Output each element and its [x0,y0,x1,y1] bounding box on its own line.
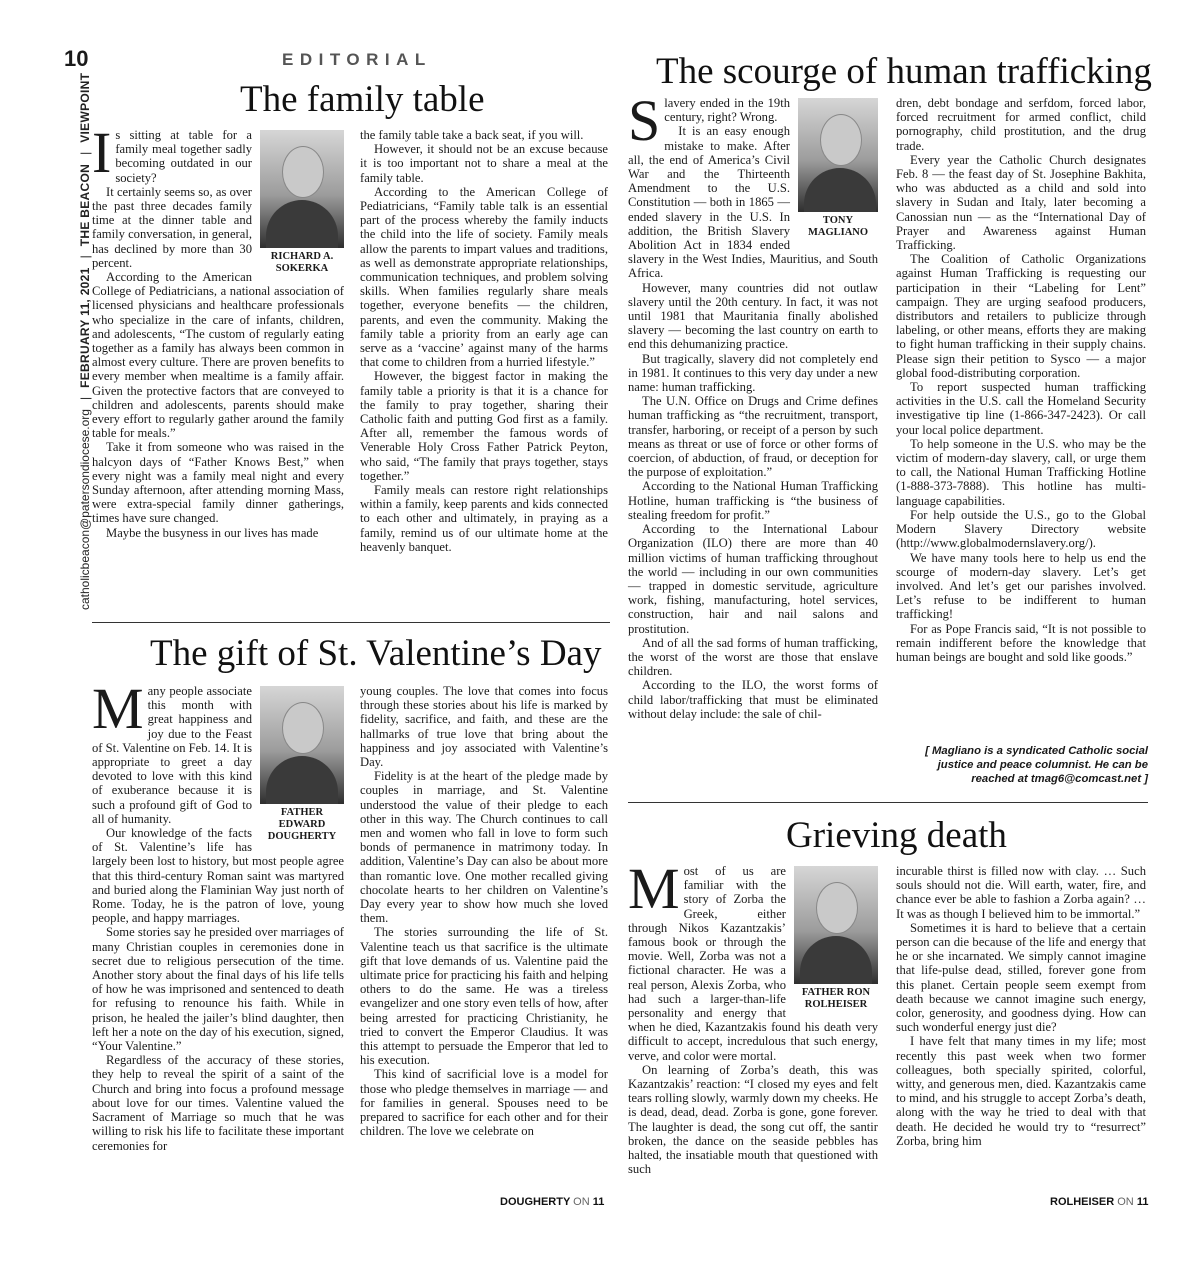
drop-cap: M [92,676,144,741]
paragraph: For as Pope Francis said, “It is not possible to remain indifferent before the knowledge that human beings are bought and sold like goods.” [896,621,1146,664]
section-divider [92,622,610,623]
paragraph: The Coalition of Catholic Organizations against Human Trafficking is requesting our participation in their “Labeling for Lent” campaign. They are urging seafood producers, distributors and retailers to publicize through labeling, or other means, efforts they are making to fight human trafficking in their supply chains. Please sign their petition to Sysco — a major global food-distributing corporation. [896,252,1146,380]
paragraph: However, it should not be an excuse because it is too important not to share a meal at the family table. [360,142,608,185]
author-caption: RICHARD A. SOKERKA [270,251,334,274]
author-portrait [794,866,878,984]
author-portrait [260,130,344,248]
paragraph: young couples. The love that comes into focus through these stories about his life is marked by fidelity, sacrifice, and faith, and these are the hallmarks of true love that bring about the happiness and joy associated with Valentine’s Day. [360,684,608,770]
paragraph: dren, debt bondage and serfdom, forced labor, forced recruitment for armed conflict, child pornography, child prostitution, and the drug trade. [896,96,1146,153]
author-tagline: [ Magliano is a syndicated Catholic social justice and peace columnist. He can be reached at tmag6@comcast.net ] [925,745,1148,785]
paragraph: We have many tools here to help us end the scourge of modern-day slavery. Let’s get involved. And let’s get our parishes involved. Let’s refuse to be indifferent to human trafficking! [896,550,1146,622]
paragraph: Maybe the busyness in our lives has made [106,525,319,540]
headline-valentine: The gift of St. Valentine’s Day [150,633,602,674]
author-caption: FATHER RON ROLHEISER [801,987,871,1010]
headline-grieving: Grieving death [786,815,1007,856]
paragraph: Slavery ended in the 19th century, right? Wrong. [628,88,790,153]
paragraph: Regardless of the accuracy of these stories, they help to reveal the spirit of a saint of the Church and bring into focus a profound message about love for our times. Valentine valued the Sacrament of Marriage so much that he was willing to risk his life to facilitate these important ceremonies for [92,1053,344,1153]
drop-cap: I [92,120,112,185]
section-kicker: EDITORIAL [282,50,432,69]
sidebar-email[interactable]: catholicbeacon@patersondiocese.org [78,409,92,610]
paragraph: the family table take a back seat, if you will. [360,128,584,142]
author-photo-dougherty [260,686,344,843]
vertical-sidebar: catholicbeacon@patersondiocese.org|FEBRUARY 11, 2021|THE BEACON|VIEWPOINT [78,72,92,610]
paragraph: incurable thirst is filled now with clay. … Such souls should not die. Will earth, water, fire, and chance ever be able to fashion a Zorba again? … It was as though I believed him to be immortal.” [896,864,1146,921]
grieving-col-2 [896,864,1146,1148]
sidebar-section: VIEWPOINT [78,72,92,143]
paragraph: Some stories say he presided over marriages of many Christian couples in ceremonies done in secret due to religious persecution of the time. Another story about the final days of his life tells of how he was imprisoned and sentenced to death for refusing to renounce his faith. While in prison, he healed the jailer’s blind daughter, then left her a note on the day of his execution, signed, “Your Valentine.” [92,925,344,1054]
paragraph: Most of us are familiar with the story of Zorba the Greek, either through Nikos Kazantzakis’ famous book or through the movie. Well, Zorba was not a fictional character. He was a real person, Alexis Zorba, who had such a larger-than-life personality and energy that when he died, Kazantzakis found his death very difficult to accept, incredulous that such energy, verve, and color were mortal. [628,856,878,1063]
paragraph: I have felt that many times in my life; most recently this past week when two former colleagues, both specially spirited, colorful, witty, and generous men, died. Kazantzakis came to mind, and his struggle to accept Zorba’s death, along with the way he tried to deal with that death. He decided he would try to “resurrect” Zorba, bring him [896,1034,1146,1148]
sidebar-paper: THE BEACON [78,163,92,247]
paragraph: According to the American College of Pediatricians, a national association of licensed physicians and healthcare professionals who specialize in the care of infants, children, and adolescents, “The custom of regularly eating together as a family has always been common in almost every culture. There are proven benefits to every member when mealtime is a family affair. Given the protective factors that are conveyed to children and adolescents, parents should make every effort to regularly gather around the family table for meals.” [92,270,344,441]
paragraph: This kind of sacrificial love is a model for those who pledge themselves in marriage — and for families in general. Spouses need to be prepared to sacrifice for each other and for their children. The love we celebrate on [360,1067,608,1139]
paragraph: The U.N. Office on Drugs and Crime defines human trafficking as “the recruitment, transport, transfer, harboring, or receipt of a person by such means as threat or use of force or other forms of coercion, of abduction, of fraud, or deception for the purpose of exploitation.” [628,394,878,480]
paragraph: But tragically, slavery did not completely end in 1981. It continues to this very day under a new name: human trafficking. [628,351,878,395]
author-caption: TONY MAGLIANO [807,215,869,238]
headline-scourge: The scourge of human trafficking [656,51,1152,92]
paragraph: Family meals can restore right relationships within a family, keep parents and kids connected to each other and ultimately, in praying as a family, remind us of our ultimate home at the heavenly banquet. [360,483,608,554]
paragraph: To help someone in the U.S. who may be the victim of modern-day slavery, call, or urge them to call, the National Human Trafficking Hotline (1-888-373-7888). This hotline has multi-language capabilities. [896,436,1146,508]
paragraph: According to the International Labour Organization (ILO) there are more than 40 million victims of human trafficking throughout the world — including in our own communities — trapped in domestic servitude, agriculture work, fishing, manufacturing, hotel services, construction, hair and nail salons and prostitution. [628,522,878,636]
page-number: 10 [64,46,89,71]
author-caption: FATHER EDWARD DOUGHERTY [267,807,337,842]
scourge-col-1 [628,88,878,721]
jump-line-rolheiser[interactable]: ROLHEISER ON 11 [1050,1196,1149,1208]
author-portrait [798,98,878,212]
paragraph: According to the National Human Trafficking Hotline, human trafficking is “the business of stealing freedom for profit.” [628,479,878,522]
family-table-col-2 [360,128,608,554]
paragraph: Our knowledge of the facts of St. Valentine’s life has largely been lost to history, but most people agree that this third-century Roman saint was martyred and buried along the Flaminian Way just north of Rome. Today, he is the patron of love, young people, and happy marriages. [92,826,344,926]
drop-cap: S [628,88,661,153]
sidebar-date: FEBRUARY 11, 2021 [78,267,92,388]
family-table-col-1 [92,120,344,540]
author-photo-magliano [798,98,878,239]
drop-cap: M [628,856,680,921]
paragraph: Is sitting at table for a family meal together sadly becoming outdated in our society? [92,120,252,185]
paragraph: The stories surrounding the life of St. Valentine teach us that sacrifice is the ultimate gift that love demands of us. Valentine paid the ultimate price for practicing his faith and helping others to do the same. He was a tireless evangelizer and one story even tells of how, after being arrested for practicing Christianity, he tried to convert the Emperor Claudius. It was this attempt to persuade the Emperor that led to his execution. [360,925,608,1068]
paragraph: It certainly seems so, as over the past three decades family time at the dinner table and family conversation, in general, has declined by more than 30 percent. [92,184,252,270]
jump-line-dougherty[interactable]: DOUGHERTY ON 11 [500,1196,605,1208]
paragraph: Sometimes it is hard to believe that a certain person can die because of the life and energy that he or she incarnated. We simply cannot imagine that life-pulse dead, stilled, forever gone from this planet. Certain people seem exempt from death because we cannot imagine such energy, color, generosity, and goodness dying. How can such wonderful energy just die? [896,920,1146,1035]
paragraph: Take it from someone who was raised in the halcyon days of “Father Knows Best,” when every night was a family meal night and every Sunday afternoon, after attending morning Mass, were extra-special family dinner gatherings, times have sure changed. [92,440,344,526]
paragraph: According to the American College of Pediatricians, “Family table talk is an essential part of the process whereby the family inducts the child into the life of society. Family meals allow the parents to impart values and traditions, as well as demonstrate appropriate relationships, communication techniques, and problem solving skills. When families regularly share meals together, everyone benefits — the children, parents, and even the community. Making the family table a priority from an early age can serve as a ‘vaccine’ against many of the harms that come to children from a hurried lifestyle.” [360,184,608,370]
paragraph: Many people associate this month with great happiness and joy due to the Feast of St. Valentine on Feb. 14. It is appropriate to greet a day devoted to love with this kind of exuberance because it is such a profound gift of God to all of humanity. [92,676,252,826]
scourge-col-2 [896,96,1146,664]
paragraph: According to the ILO, the worst forms of child labor/trafficking that must be eliminated without delay include: the sale of chil- [628,678,878,721]
paragraph: However, many countries did not outlaw slavery until the 20th century. In fact, it was not until 1981 that Mauritania finally abolished slavery — becoming the last country on earth to end this dehumanizing practice. [628,280,878,352]
paragraph: For help outside the U.S., go to the Global Modern Slavery Directory website (http://www.globalmodernslavery.org/). [896,507,1146,551]
author-portrait [260,686,344,804]
paragraph: To report suspected human trafficking activities in the U.S. call the Homeland Security investigative tip line (1-866-347-2423). Or call your local police department. [896,380,1146,437]
paragraph: On learning of Zorba’s death, this was Kazantzakis’ reaction: “I closed my eyes and felt tears rolling slowly, warmly down my cheeks. He is dead, dead, dead. Zorba is gone, gone forever. The laughter is dead, the song cut off, the santir broken, the dance on the seaside pebbles has halted, the insatiable mouth that questioned with such [628,1062,878,1177]
paragraph: However, the biggest factor in making the family table a priority is that it is a chance for the family to pray together, sharing their Catholic faith and putting God first as a family. After all, remember the famous words of Venerable Holy Cross Father Patrick Peyton, who said, “The family that prays together, stays together.” [360,369,608,483]
valentine-col-2 [360,684,608,1139]
section-divider [628,802,1148,803]
paragraph: Fidelity is at the heart of the pledge made by couples in marriage, and St. Valentine understood the value of their pledge to each other in this way. The Church continues to call men and women who fall in love to form such bonds of permanence in matrimony today. In addition, Valentine’s Day can also be about more than romantic love. One mother recalled giving chocolate hearts to her children on Valentine’s Day every year to show how much she loved them. [360,769,608,926]
headline-family-table: The family table [240,79,485,120]
valentine-col-1 [92,676,344,1153]
paragraph: And of all the sad forms of human trafficking, the worst of the worst are those that enslave children. [628,635,878,679]
author-photo-rolheiser [794,866,878,1011]
paragraph: Every year the Catholic Church designates Feb. 8 — the feast day of St. Josephine Bakhita, who was abducted as a child and sold into slavery in Sudan and Italy, later becoming a Canossian nun — as the “International Day of Prayer and Awareness against Human Trafficking. [896,152,1146,253]
author-photo-sokerka [260,130,344,275]
paragraph: It is an easy enough mistake to make. After all, the end of America’s Civil War and the Thirteenth Amendment to the U.S. Constitution — both in 1865 — ended slavery in the U.S. In addition, the British Slavery Abolition Act in 1834 ended slavery in the West Indies, Mauritius, and South Africa. [628,124,878,281]
grieving-col-1 [628,856,878,1177]
